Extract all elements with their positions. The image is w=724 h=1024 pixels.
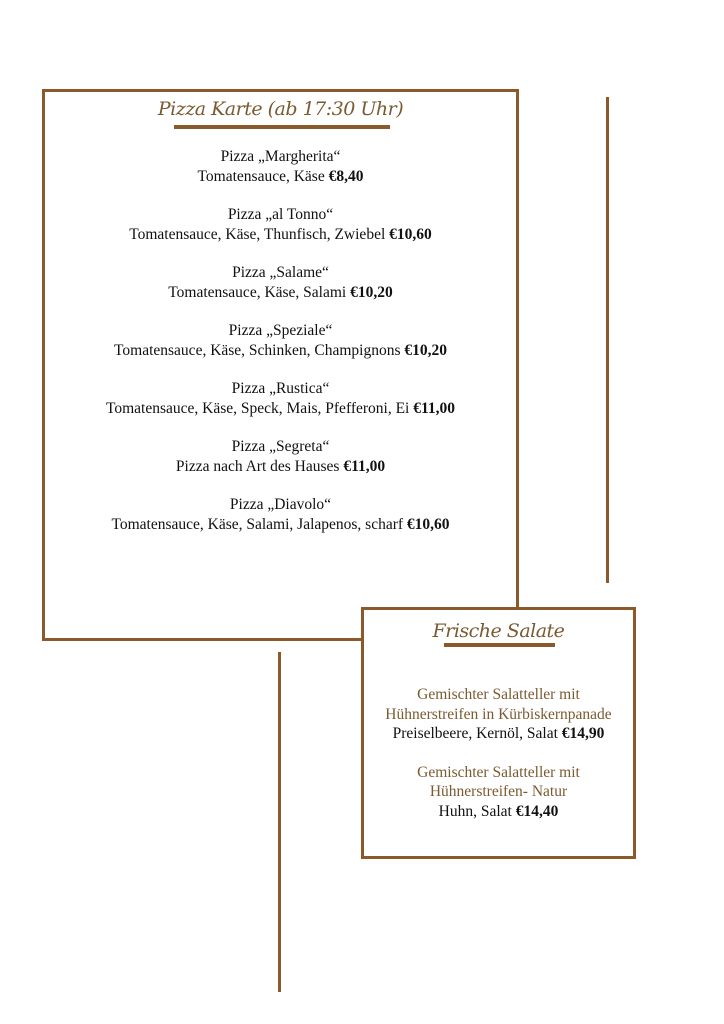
salad-name: Gemischter Salatteller mit [417, 763, 580, 781]
salad-desc: Huhn, Salat [438, 802, 516, 820]
pizza-item [45, 205, 516, 244]
pizza-name: Pizza „Rustica“ [231, 380, 330, 397]
pizza-item [45, 147, 516, 186]
decorative-line [606, 97, 609, 583]
title-underline [174, 125, 390, 129]
salad-price: €14,40 [515, 802, 559, 820]
pizza-desc: Tomatensauce, Käse, Speck, Mais, Pfefferoni, Ei [105, 399, 414, 417]
pizza-name: Pizza „al Tonno“ [227, 206, 334, 223]
pizza-item [45, 495, 516, 534]
pizza-desc: Tomatensauce, Käse, Salami [168, 283, 351, 301]
salad-item [364, 685, 633, 744]
pizza-menu-title: Pizza Karte (ab 17:30 Uhr) [157, 98, 404, 120]
title-underline [444, 643, 555, 647]
pizza-name: Pizza „Margherita“ [220, 148, 341, 165]
salad-item [364, 763, 633, 822]
pizza-desc: Tomatensauce, Käse [197, 167, 329, 185]
pizza-desc: Tomatensauce, Käse, Salami, Jalapenos, scharf [111, 515, 407, 533]
salad-list [364, 685, 633, 840]
pizza-desc: Tomatensauce, Käse, Thunfisch, Zwiebel [129, 225, 390, 243]
pizza-name: Pizza „Salame“ [232, 264, 329, 281]
pizza-price: €8,40 [328, 167, 364, 185]
pizza-name: Pizza „Speziale“ [228, 322, 333, 339]
pizza-name: Pizza „Diavolo“ [229, 496, 332, 513]
pizza-name: Pizza „Segreta“ [231, 438, 330, 455]
pizza-price: €11,00 [343, 457, 386, 475]
salad-name: Hühnerstreifen in Kürbiskernpanade [385, 705, 612, 723]
salad-menu-box [361, 607, 636, 859]
pizza-price: €10,60 [389, 225, 432, 243]
pizza-item [45, 321, 516, 360]
pizza-price: €10,60 [406, 515, 450, 533]
pizza-item [45, 263, 516, 302]
decorative-line [278, 652, 281, 992]
pizza-price: €10,20 [404, 341, 447, 359]
salad-desc: Preiselbeere, Kernöl, Salat [392, 725, 562, 742]
pizza-desc: Pizza nach Art des Hauses [175, 457, 344, 475]
salad-name: Hühnerstreifen- Natur [429, 783, 568, 800]
salad-price: €14,90 [561, 725, 605, 742]
pizza-list [45, 147, 516, 553]
pizza-price: €10,20 [350, 283, 393, 301]
pizza-item [45, 437, 516, 476]
pizza-menu-box [42, 89, 519, 641]
pizza-price: €11,00 [413, 399, 456, 417]
pizza-desc: Tomatensauce, Käse, Schinken, Champignons [114, 341, 401, 359]
salad-name: Gemischter Salatteller mit [417, 686, 580, 703]
salad-menu-title: Frische Salate [432, 620, 565, 642]
pizza-item [45, 379, 516, 418]
